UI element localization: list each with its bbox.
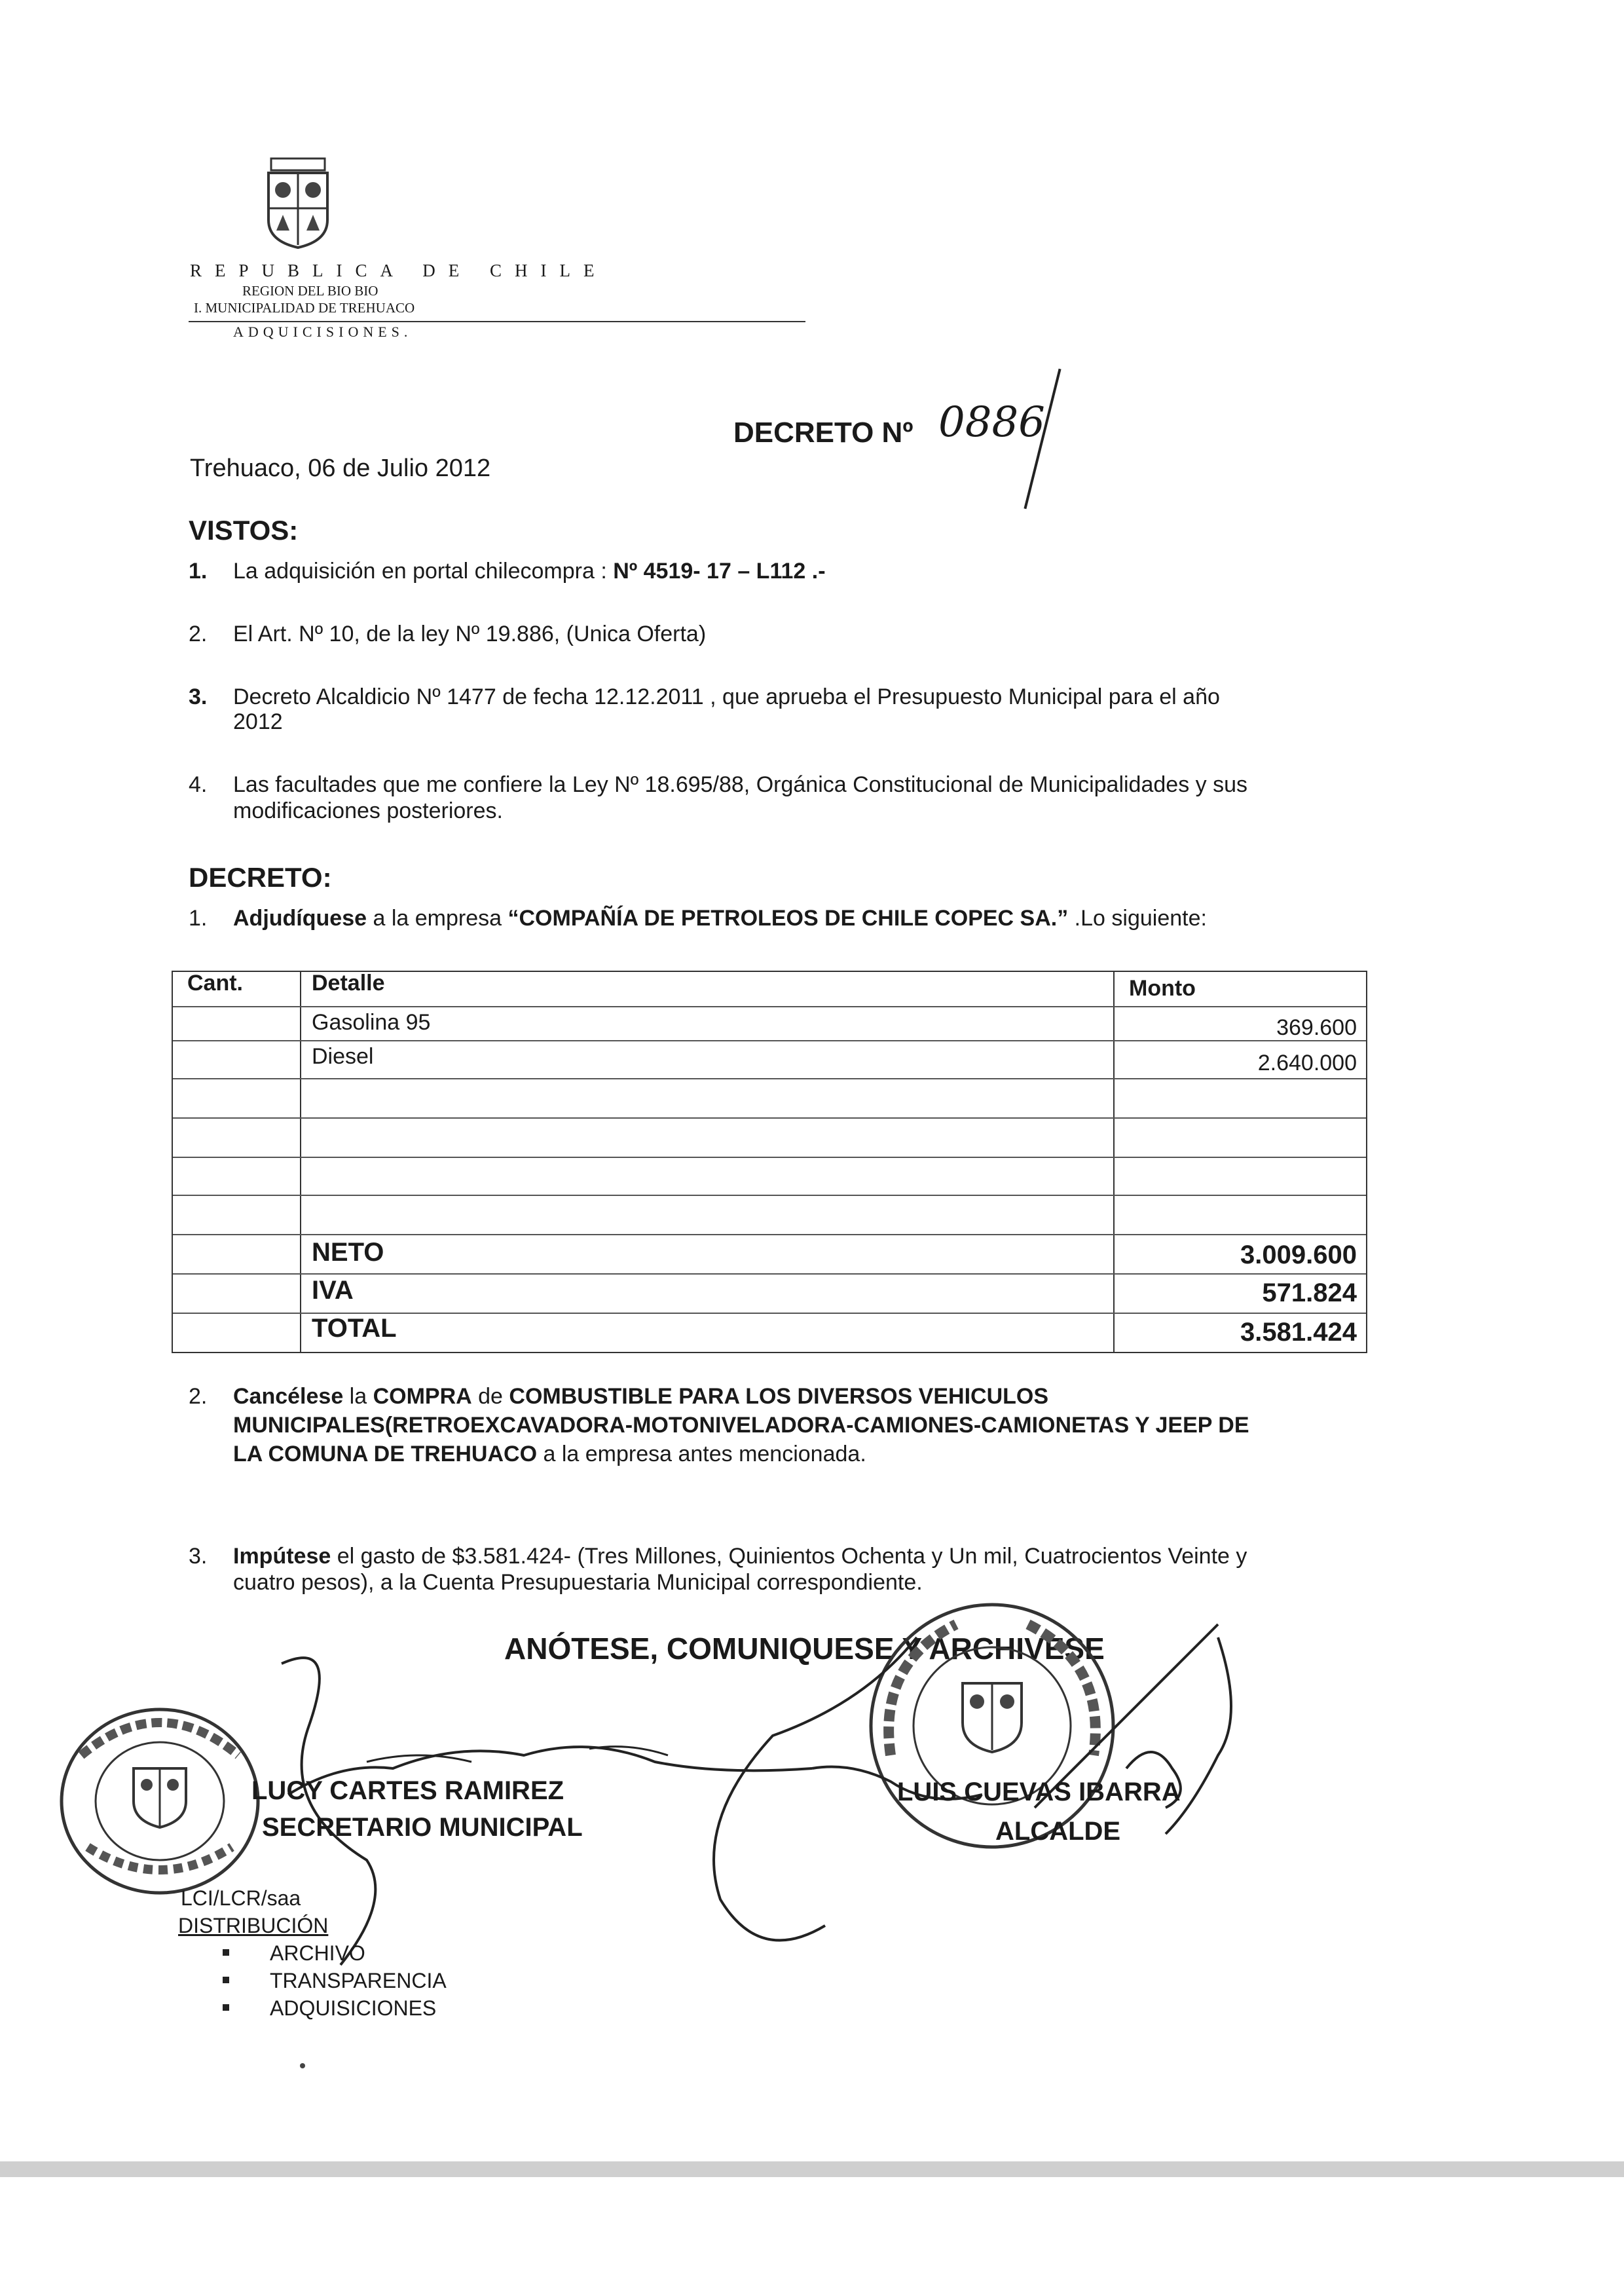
table-divider (173, 1234, 1366, 1235)
item-text-a: a la empresa (367, 906, 508, 931)
item-text-line2: 2012 (233, 709, 283, 734)
item-text-a: La adquisición en portal chilecompra : (233, 559, 614, 584)
region-header: REGION DEL BIO BIO (242, 283, 378, 299)
scan-edge-band (0, 2161, 1624, 2177)
item-text-a: el gasto de $3.581.424- (Tres Millones, Quinientos Ochenta y Un mil, Cuatrocientos Veinte y (331, 1544, 1247, 1569)
item-text (233, 557, 826, 586)
distribution-item-label: ADQUISICIONES (270, 1996, 437, 2020)
compra-word: COMPRA (373, 1384, 472, 1409)
total-value-neto: 3.009.600 (1240, 1241, 1357, 1269)
item-text-line1 (233, 1542, 1247, 1571)
item-number: 2. (189, 1384, 208, 1409)
mayor-title: ALCALDE (995, 1817, 1121, 1846)
decreto-heading: DECRETO: (189, 862, 332, 893)
distribution-heading: DISTRIBUCIÓN (178, 1914, 329, 1937)
table-divider (300, 972, 301, 1352)
total-label-total: TOTAL (312, 1314, 397, 1343)
vistos-heading: VISTOS: (189, 515, 299, 546)
total-label-neto: NETO (312, 1238, 384, 1267)
adjudiquese-word: Adjudíquese (233, 906, 367, 931)
item-text-b: .Lo siguiente: (1068, 906, 1207, 931)
item-number: 4. (189, 772, 208, 797)
item-text: El Art. Nº 10, de la ley Nº 19.886, (Unica Oferta) (233, 622, 707, 646)
item-text-line2: modificaciones posteriores. (233, 798, 503, 823)
secretary-name: LUCY CARTES RAMIREZ (251, 1776, 564, 1805)
closing-formula: ANÓTESE, COMUNIQUESE Y ARCHIVESE (504, 1632, 1105, 1666)
secretary-title: SECRETARIO MUNICIPAL (262, 1813, 583, 1842)
item-text-b: de (471, 1384, 509, 1409)
table-divider (173, 1040, 1366, 1041)
item-text-line3 (233, 1440, 866, 1468)
decree-label: DECRETO Nº (733, 417, 913, 449)
item-number: 1. (189, 559, 208, 584)
coat-of-arms-icon (262, 157, 334, 249)
total-value-iva: 571.824 (1262, 1278, 1357, 1307)
decree-number-handwritten: 0886 (938, 398, 1045, 447)
item-text-line1: Las facultades que me confiere la Ley Nº 18.695/88, Orgánica Constitucional de Municipalidades y sus (233, 772, 1247, 797)
item-text-line1 (233, 1382, 1048, 1411)
table-divider (173, 1157, 1366, 1158)
item-text-line2: MUNICIPALES(RETROEXCAVADORA-MOTONIVELADORA-CAMIONES-CAMIONETAS Y JEEP DE (233, 1413, 1249, 1438)
item-text-a: la (343, 1384, 373, 1409)
imputese-word: Impútese (233, 1544, 331, 1569)
row-monto: 369.600 (1276, 1015, 1357, 1040)
item-number: 1. (189, 906, 208, 931)
table-divider (173, 1273, 1366, 1275)
scan-speck (300, 2063, 305, 2068)
mayor-name: LUIS CUEVAS IBARRA (897, 1778, 1181, 1806)
place-and-date: Trehuaco, 06 de Julio 2012 (190, 455, 491, 482)
table-divider (173, 1078, 1366, 1079)
item-number: 3. (189, 1544, 208, 1569)
item-text-c: a la empresa antes mencionada. (537, 1442, 866, 1466)
table-divider (173, 1006, 1366, 1007)
row-monto: 2.640.000 (1257, 1051, 1357, 1075)
row-detalle: Gasolina 95 (312, 1010, 431, 1035)
item-number: 3. (189, 684, 208, 709)
header-monto: Monto (1129, 976, 1196, 1001)
total-label-iva: IVA (312, 1276, 354, 1305)
department-header: ADQUICISIONES. (233, 324, 413, 340)
item-text (233, 904, 1207, 933)
item-text-line1: Decreto Alcaldicio Nº 1477 de fecha 12.12.2011 , que aprueba el Presupuesto Municipal para el año (233, 684, 1220, 709)
item-text-line2: cuatro pesos), a la Cuenta Presupuestaria Municipal correspondiente. (233, 1570, 923, 1595)
purchase-table (172, 971, 1367, 1353)
republic-header: REPUBLICA DE CHILE (190, 261, 608, 280)
municipality-header: I. MUNICIPALIDAD DE TREHUACO (194, 300, 415, 316)
distribution-item-label: TRANSPARENCIA (270, 1969, 447, 1992)
item-number: 2. (189, 622, 208, 646)
table-divider (173, 1195, 1366, 1196)
header-divider (189, 321, 805, 322)
tender-number: Nº 4519- 17 – L112 .- (613, 559, 826, 584)
header-cant: Cant. (187, 971, 243, 996)
cancelese-word: Cancélese (233, 1384, 344, 1409)
company-name: “COMPAÑÍA DE PETROLEOS DE CHILE COPEC SA.” (507, 906, 1069, 931)
row-detalle: Diesel (312, 1044, 374, 1069)
table-divider (173, 1117, 1366, 1119)
author-initials: LCI/LCR/saa (181, 1886, 301, 1910)
bullet-icon (223, 1949, 229, 1956)
total-value-total: 3.581.424 (1240, 1318, 1357, 1347)
table-divider (1113, 972, 1115, 1352)
header-detalle: Detalle (312, 971, 385, 996)
purchase-subject: COMBUSTIBLE PARA LOS DIVERSOS VEHICULOS (509, 1384, 1049, 1409)
distribution-item-label: ARCHIVO (270, 1941, 365, 1965)
bullet-icon (223, 2004, 229, 2011)
bullet-icon (223, 1977, 229, 1983)
commune-name: LA COMUNA DE TREHUACO (233, 1442, 538, 1466)
